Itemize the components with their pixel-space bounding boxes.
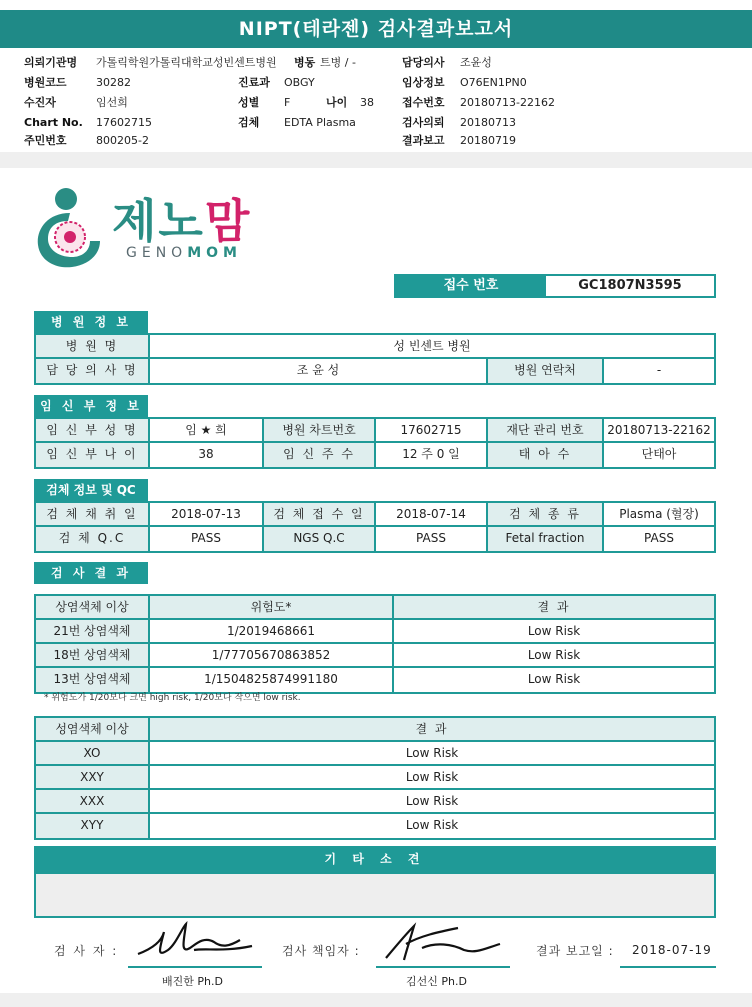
logo-en-accent: MOM: [187, 245, 242, 261]
pregnant-weeks-label: 임 신 주 수: [264, 443, 376, 467]
clinical-label: 임상정보: [402, 76, 445, 89]
sex-label: 성별: [238, 96, 260, 109]
patient-label: 수진자: [24, 96, 56, 109]
report-title: NIPT(테라젠) 검사결과보고서: [0, 10, 752, 48]
autosome-row-result: Low Risk: [527, 672, 581, 686]
hospital-info-table: [34, 333, 716, 385]
manager-name: 김선신 Ph.D: [406, 975, 467, 988]
tester-signature-icon: [134, 918, 258, 968]
sex-value: F: [284, 96, 291, 109]
other-findings-content: [34, 872, 716, 918]
dept-value: OBGY: [284, 76, 315, 89]
specimen-label: 검체: [238, 116, 260, 129]
sex-header-name: 성염색체 이상: [36, 718, 150, 740]
hospital-contact-value: -: [656, 363, 662, 377]
logo-ko-accent: 맘: [204, 194, 252, 248]
specimen-ngs-value: PASS: [376, 527, 488, 551]
hospital-info-tab: 병 원 정 보: [34, 311, 148, 333]
logo-mark-icon: [34, 185, 108, 271]
meta-row-2: [0, 74, 752, 92]
autosome-results-table: [34, 594, 716, 694]
table-row: [36, 790, 714, 814]
manager-signature-icon: [376, 918, 506, 968]
specimen-info-tab: 검체 정보 및 QC: [34, 479, 148, 501]
pregnant-foundation-label: 재단 관리 번호: [488, 419, 604, 441]
table-row: [36, 503, 714, 527]
autosome-header-name: 상염색체 이상: [36, 596, 150, 618]
specimen-fetal-label: Fetal fraction: [488, 527, 604, 551]
pregnant-fetus-label: 태 아 수: [488, 443, 604, 467]
tester-name: 배진한 Ph.D: [162, 975, 223, 988]
specimen-collect-value: 2018-07-13: [150, 503, 264, 525]
specimen-receive-value: 2018-07-14: [376, 503, 488, 525]
autosome-row-risk: 1/77705670863852: [150, 644, 394, 666]
patient-value: 임선희: [96, 96, 128, 109]
report-date-line: [620, 966, 716, 968]
risk-footnote: * 위험도가 1/20보다 크면 high risk, 1/20보다 작으면 low risk.: [44, 693, 301, 703]
report-meta: [0, 54, 752, 154]
hospital-doctor-label: 담 당 의 사 명: [36, 359, 150, 383]
report-label: 결과보고: [402, 134, 445, 147]
other-findings-header: 기 타 소 견: [34, 846, 716, 872]
sex-row-name: XXX: [36, 790, 150, 812]
doctor-value: 조윤성: [460, 56, 492, 69]
table-header-row: [36, 718, 714, 742]
specimen-receive-label: 검 체 접 수 일: [264, 503, 376, 525]
hospital-name-label: 병 원 명: [36, 335, 150, 357]
manager-signature-line: [376, 966, 510, 968]
ward-label: 병동: [294, 56, 316, 69]
request-value: 20180713: [460, 116, 516, 129]
pregnant-fetus-value: 단태아: [641, 447, 677, 461]
sex-row-result: Low Risk: [405, 818, 459, 832]
resident-label: 주민번호: [24, 134, 67, 147]
tester-signature-line: [128, 966, 262, 968]
sex-row-result: Low Risk: [405, 770, 459, 784]
autosome-row-name: 21번 상염색체: [36, 620, 150, 642]
specimen-qc-label: 검 체 Q.C: [36, 527, 150, 551]
autosome-row-name: 18번 상염색체: [36, 644, 150, 666]
autosome-row-result: Low Risk: [527, 648, 581, 662]
logo-en-main: GENO: [126, 245, 188, 261]
table-row: [36, 668, 714, 692]
doctor-label: 담당의사: [402, 56, 445, 69]
inst-value: 가톨릭학원가톨릭대학교성빈센트병원: [96, 56, 277, 69]
sex-row-name: XO: [36, 742, 150, 764]
table-row: [36, 527, 714, 551]
tester-label: 검 사 자 :: [54, 944, 119, 958]
request-label: 검사의뢰: [402, 116, 445, 129]
clinical-value: O76EN1PN0: [460, 76, 527, 89]
specimen-info-table: [34, 501, 716, 553]
hospital-name-value: 성 빈센트 병원: [393, 339, 471, 353]
specimen-ngs-label: NGS Q.C: [264, 527, 376, 551]
meta-row-4: [0, 114, 752, 132]
pregnant-foundation-value: 20180713-22162: [607, 423, 711, 437]
autosome-header-risk: 위험도*: [150, 596, 394, 618]
specimen-fetal-value: PASS: [644, 531, 674, 545]
autosome-row-name: 13번 상염색체: [36, 668, 150, 692]
receipt-label: 접수 번호: [396, 276, 546, 296]
autosome-row-result: Low Risk: [527, 624, 581, 638]
receipt-value: GC1807N3595: [578, 278, 682, 293]
receipt-number-box: [394, 274, 716, 298]
hospcode-value: 30282: [96, 76, 131, 89]
specimen-type-value: Plasma (혈장): [619, 507, 699, 521]
table-row: [36, 742, 714, 766]
autosome-header-result: 결 과: [394, 596, 714, 618]
accession-value: 20180713-22162: [460, 96, 555, 109]
hospital-contact-label: 병원 연락처: [488, 359, 604, 383]
logo-korean-text: [112, 185, 251, 251]
chart-value: 17602715: [96, 116, 152, 129]
table-row: [36, 620, 714, 644]
report-value: 20180719: [460, 134, 516, 147]
age-value: 38: [360, 96, 374, 109]
table-row: [36, 359, 714, 383]
chart-label: Chart No.: [24, 116, 83, 129]
specimen-collect-label: 검 체 채 취 일: [36, 503, 150, 525]
pregnant-name-label: 임 신 부 성 명: [36, 419, 150, 441]
age-label: 나이: [326, 96, 348, 109]
table-header-row: [36, 596, 714, 620]
table-row: [36, 419, 714, 443]
accession-label: 접수번호: [402, 96, 445, 109]
resident-value: 800205-2: [96, 134, 149, 147]
meta-row-3: [0, 94, 752, 112]
sex-header-result: 결 과: [150, 718, 714, 740]
table-row: [36, 443, 714, 467]
sex-row-result: Low Risk: [405, 794, 459, 808]
table-row: [36, 814, 714, 838]
logo-english-text: [126, 245, 242, 261]
table-row: [36, 766, 714, 790]
pregnant-info-tab: 임 신 부 정 보: [34, 395, 148, 417]
results-tab: 검 사 결 과: [34, 562, 148, 584]
manager-label: 검사 책임자 :: [282, 944, 360, 958]
ward-value: 트병 / -: [320, 56, 356, 69]
autosome-row-risk: 1/1504825874991180: [150, 668, 394, 692]
autosome-row-risk: 1/2019468661: [150, 620, 394, 642]
pregnant-age-value: 38: [150, 443, 264, 467]
inst-label: 의뢰기관명: [24, 56, 78, 69]
logo-ko-main: 제노: [112, 194, 205, 248]
sex-chromosome-table: [34, 716, 716, 840]
specimen-type-label: 검 체 종 류: [488, 503, 604, 525]
report-date-label: 결과 보고일 :: [536, 944, 614, 958]
meta-row-1: [0, 54, 752, 72]
table-row: [36, 335, 714, 359]
dept-label: 진료과: [238, 76, 270, 89]
pregnant-info-table: [34, 417, 716, 469]
pregnant-name-value: 임 ★ 희: [150, 419, 264, 441]
sex-row-result: Low Risk: [405, 746, 459, 760]
table-row: [36, 644, 714, 668]
specimen-qc-value: PASS: [150, 527, 264, 551]
hospcode-label: 병원코드: [24, 76, 67, 89]
footer-divider: [0, 993, 752, 1007]
pregnant-weeks-value: 12 주 0 일: [376, 443, 488, 467]
pregnant-chart-label: 병원 차트번호: [264, 419, 376, 441]
pregnant-age-label: 임 신 부 나 이: [36, 443, 150, 467]
sex-row-name: XYY: [36, 814, 150, 838]
report-date-value: 2018-07-19: [632, 943, 712, 957]
sex-row-name: XXY: [36, 766, 150, 788]
genomom-logo: [34, 185, 264, 275]
meta-row-5: [0, 132, 752, 150]
header-divider: [0, 152, 752, 168]
specimen-value: EDTA Plasma: [284, 116, 356, 129]
pregnant-chart-value: 17602715: [376, 419, 488, 441]
hospital-doctor-value: 조 윤 성: [150, 359, 488, 383]
